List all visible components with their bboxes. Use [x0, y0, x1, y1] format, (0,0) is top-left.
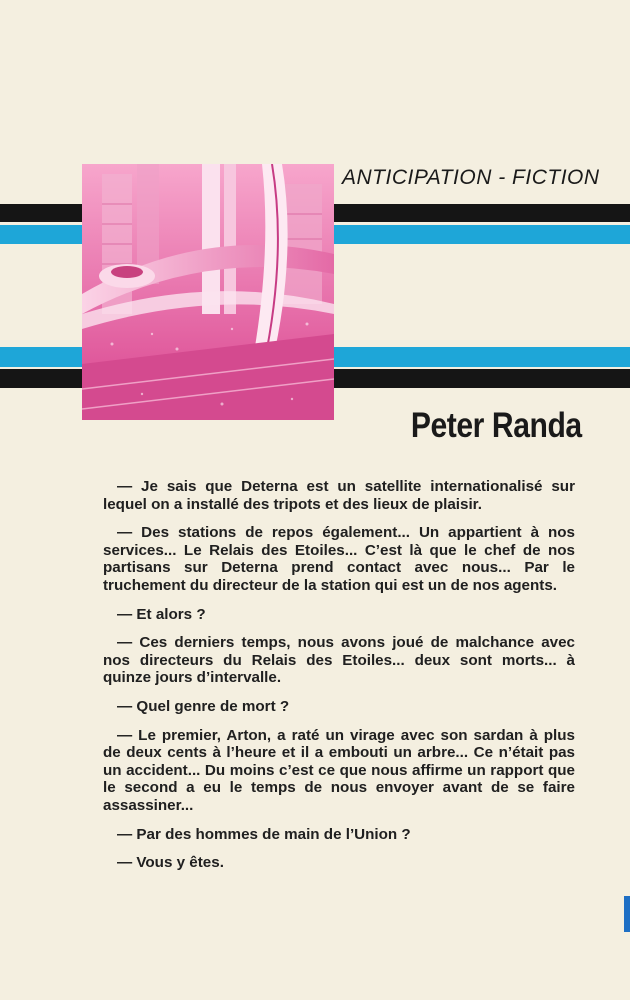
- excerpt-paragraph: — Des stations de repos également... Un appartient à nos services... Le Relais des Etoiles... C’est là que le chef de nos partisans sur Deterna prend contact avec nous... Par le truchement du directeur de la station qui est un de nos agents.: [103, 524, 575, 594]
- excerpt-paragraph: — Le premier, Arton, a raté un virage avec son sardan à plus de deux cents à l’heure et il a embouti un arbre... Ce n’était pas un accident... Du moins c’est ce que nous affirme un rapport que le second a eu le temps de nous envoyer avant de se faire assassiner...: [103, 726, 575, 814]
- collection-label: ANTICIPATION - FICTION: [342, 166, 600, 189]
- edge-color-mark: [624, 896, 630, 932]
- futuristic-city-illustration-icon: [82, 164, 334, 420]
- author-name: Peter Randa: [411, 406, 582, 445]
- excerpt-paragraph: — Ces derniers temps, nous avons joué de malchance avec nos directeurs du Relais des Etoiles... deux sont morts... à quinze jours d’intervalle.: [103, 634, 575, 687]
- excerpt-paragraph: — Vous y êtes.: [117, 854, 224, 872]
- back-cover-excerpt: [103, 478, 575, 872]
- cover-illustration: [82, 164, 334, 420]
- excerpt-paragraph: — Quel genre de mort ?: [117, 697, 290, 715]
- excerpt-paragraph: — Je sais que Deterna est un satellite internationalisé sur lequel on a installé des tripots et des lieux de plaisir.: [103, 478, 575, 513]
- excerpt-paragraph: — Par des hommes de main de l’Union ?: [117, 825, 411, 843]
- excerpt-paragraph: — Et alors ?: [117, 605, 206, 623]
